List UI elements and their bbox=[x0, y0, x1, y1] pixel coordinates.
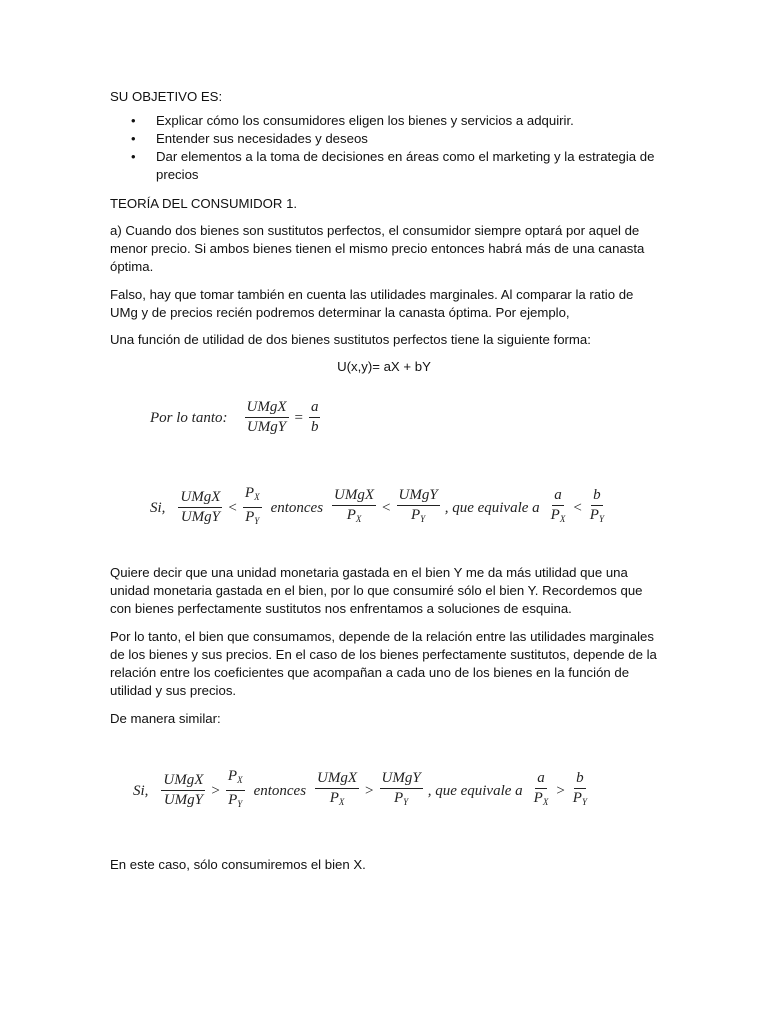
list-item: • Dar elementos a la toma de decisiones en áreas como el marketing y la estrategia de precios bbox=[131, 149, 655, 182]
inequality-less-than: Si, $\frac{\text{UMgX}}{\text{UMgY}}$ < $\frac{P_X}{P_Y}$ entonces $\frac{\text{UMgX}}{P_X}$ < $\frac{\text{UMgY}}{P_Y}$ , que equivale a $\frac{a}{P_X}$ < $\frac{b}{P_Y}$ bbox=[150, 485, 604, 526]
bullet-icon: • bbox=[131, 113, 136, 128]
paragraph-en-este-caso: En este caso, sólo consumiremos el bien X. bbox=[110, 857, 366, 872]
coef-ratio-fraction: $\frac{a}{b}$ bbox=[310, 399, 319, 435]
paragraph-a: a) Cuando dos bienes son sustitutos perfectos, el consumidor siempre optará por aquel de menor precio. Si ambos bienes tienen el mismo precio entonces habrá más de una canasta óptima. bbox=[110, 223, 645, 274]
utility-formula: U(x,y)= aX + bY bbox=[337, 359, 431, 374]
si-label: Si, bbox=[150, 499, 166, 516]
list-item: • Entender sus necesidades y deseos bbox=[131, 131, 368, 146]
ratio-equation: Por lo tanto: $\frac{\text{UMgX}}{\text{UMgY}}$ = $\frac{a}{b}$ bbox=[150, 399, 319, 435]
list-item: • Explicar cómo los consumidores eligen los bienes y servicios a adquirir. bbox=[131, 113, 574, 128]
theory-heading: TEORÍA DEL CONSUMIDOR 1. bbox=[110, 196, 298, 211]
objective-heading: SU OBJETIVO ES: bbox=[110, 89, 223, 104]
paragraph-de-manera: De manera similar: bbox=[110, 711, 221, 726]
umg-ratio-fraction: $\frac{\text{UMgX}}{\text{UMgY}}$ bbox=[246, 399, 287, 435]
bullet-icon: • bbox=[131, 149, 136, 164]
objectives-list bbox=[110, 112, 658, 184]
paragraph-por-lo-tanto: Por lo tanto, el bien que consumamos, depende de la relación entre las utilidades marginales de los bienes y sus precios. En el caso de los bienes perfectamente sustitutos, depende de la relación entre los coeficientes que acompañan a cada uno de los bienes en la función de utilidad y sus precios. bbox=[110, 629, 657, 698]
paragraph-quiere: Quiere decir que una unidad monetaria gastada en el bien Y me da más utilidad que una unidad monetaria gastada en el bien, por lo que consumiré sólo el bien Y. Recordemos que con bienes perfectamente sustitutos nos enfrentamos a soluciones de esquina. bbox=[110, 565, 643, 616]
paragraph-falso: Falso, hay que tomar también en cuenta las utilidades marginales. Al comparar la ratio de UMg y de precios recién podremos determinar la canasta óptima. Por ejemplo, bbox=[110, 287, 634, 320]
paragraph-funcion: Una función de utilidad de dos bienes sustitutos perfectos tiene la siguiente forma: bbox=[110, 332, 591, 347]
por-lo-tanto-label: Por lo tanto: bbox=[150, 409, 228, 426]
inequality-greater-than: Si, $\frac{\text{UMgX}}{\text{UMgY}}$ > $\frac{P_X}{P_Y}$ entonces $\frac{\text{UMgX}}{P_X}$ > $\frac{\text{UMgY}}{P_Y}$ , que equivale a $\frac{a}{P_X}$ > $\frac{b}{P_Y}$ bbox=[133, 768, 587, 809]
si-label: Si, bbox=[133, 782, 149, 799]
bullet-icon: • bbox=[131, 131, 136, 146]
